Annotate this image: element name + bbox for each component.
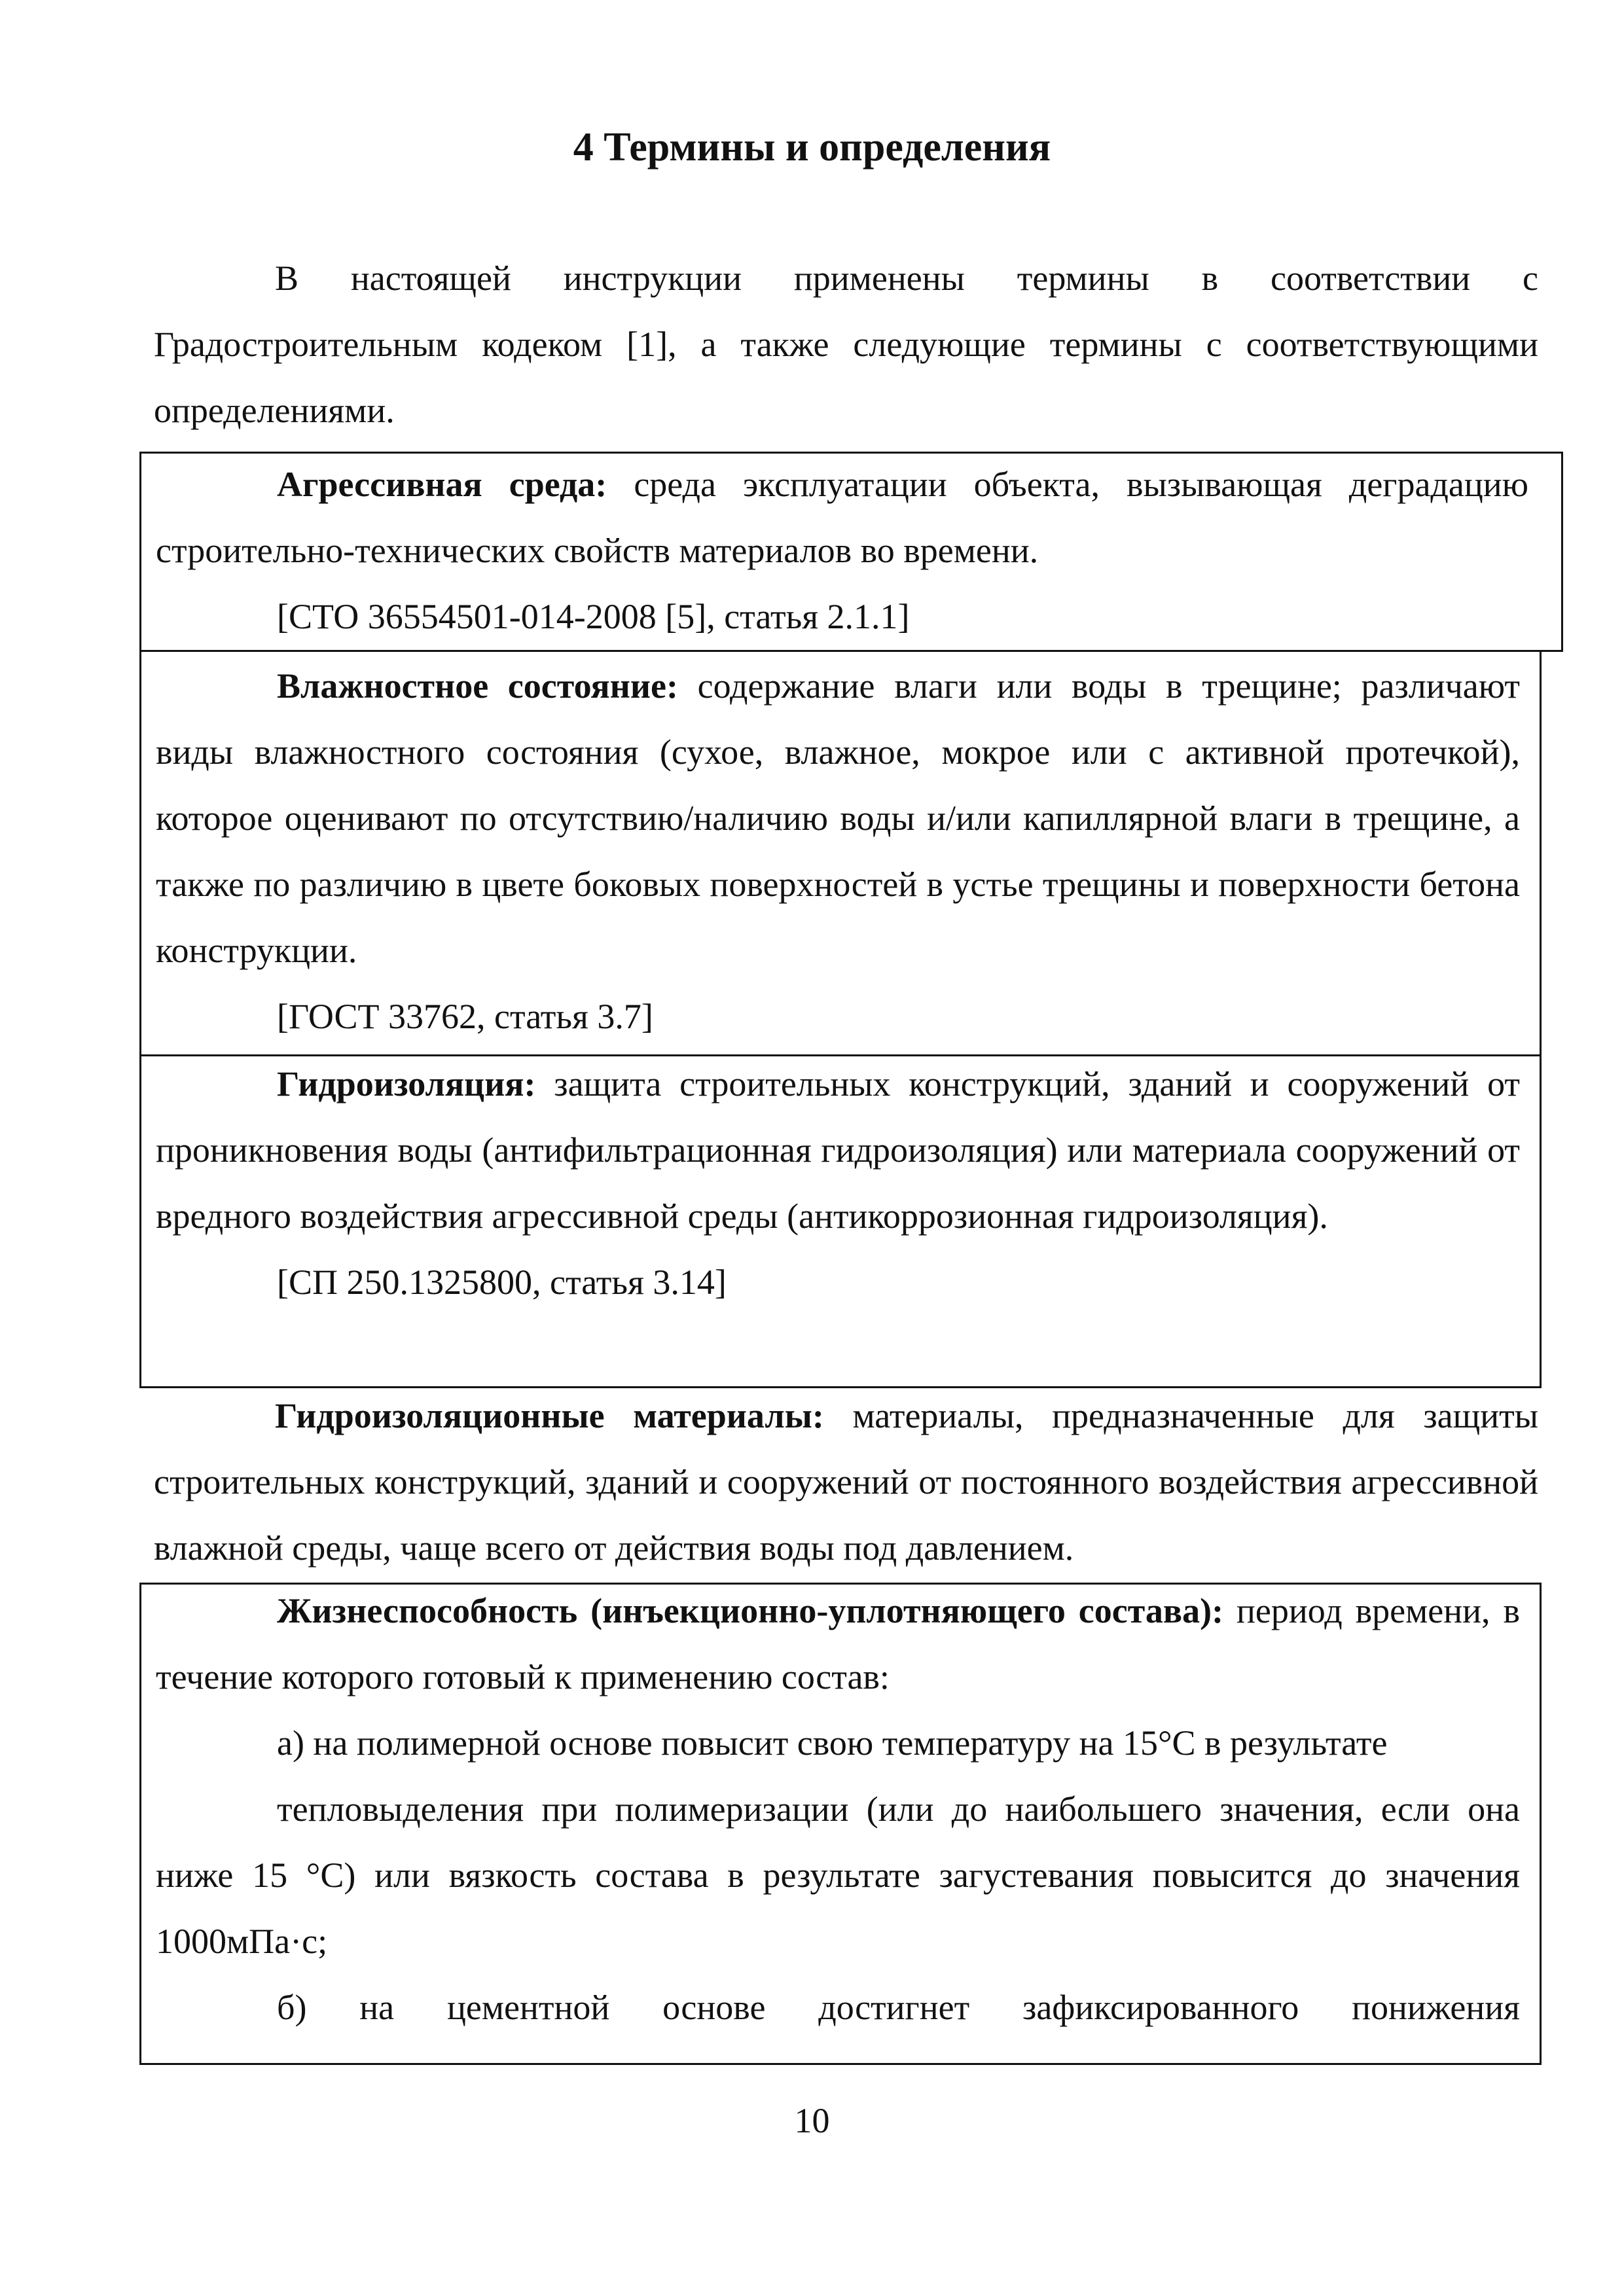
term-definition (156, 1051, 1520, 1249)
list-item-a-line1: а) на полимерной основе повысит свою температуру на 15°С в результате (277, 1723, 1388, 1763)
term-reference: [СП 250.1325800, статья 3.14] (277, 1263, 727, 1302)
term-name: Гидроизоляция: (277, 1064, 536, 1103)
term-text: содержание влаги или воды в трещине; различают виды влажностного состояния (сухое, влажное, мокрое или с активной протечкой), которое оценивают по отсутствию/наличию воды и/или капиллярной влаги в трещине, а также по различию в цвете боковых поверхностей в устье трещины и поверхности бетона конструкции. (156, 666, 1520, 970)
term-text: период времени, в течение которого готовый к применению состав: (156, 1591, 1520, 1696)
term-definition (156, 653, 1520, 984)
term-definition-waterproofing-materials (154, 1383, 1538, 1581)
intro-paragraph: В настоящей инструкции применены термины в соответствии с Градостроительным кодеком [1], а также следующие термины с соответствующими определениями. (154, 259, 1538, 430)
term-name: Влажностное состояние: (277, 666, 678, 706)
term-box-moisture-state (139, 652, 1542, 1056)
term-name: Гидроизоляционные материалы: (275, 1396, 824, 1435)
term-definition (156, 452, 1528, 584)
term-text: среда эксплуатации объекта, вызывающая деградацию строительно-технических свойств материалов во времени. (156, 465, 1528, 570)
term-name: Агрессивная среда: (277, 465, 607, 504)
term-text: материалы, предназначенные для защиты строительных конструкций, зданий и сооружений от постоянного воздействия агрессивной влажной среды, чаще всего от действия воды под давлением. (154, 1396, 1538, 1568)
term-box-aggressive-environment (139, 452, 1563, 652)
term-reference: [СТО 36554501-014-2008 [5], статья 2.1.1] (277, 597, 910, 636)
list-item-a-continuation: тепловыделения при полимеризации (или до наибольшего значения, если она ниже 15 °С) или вязкость состава в результате загустевания повысится до значения 1000мПа·с; (156, 1789, 1520, 1961)
term-text: защита строительных конструкций, зданий и сооружений от проникновения воды (антифильтрационная гидроизоляция) или материала сооружений от вредного воздействия агрессивной среды (антикоррозионная гидроизоляция). (156, 1064, 1520, 1236)
term-box-waterproofing (139, 1054, 1542, 1388)
page-number: 10 (794, 2101, 830, 2140)
term-name: Жизнеспособность (инъекционно-уплотняющего состава): (277, 1591, 1224, 1630)
term-box-pot-life (139, 1583, 1542, 2065)
term-definition (156, 1578, 1520, 1710)
page-title: 4 Термины и определения (573, 125, 1051, 170)
term-reference: [ГОСТ 33762, статья 3.7] (277, 997, 653, 1036)
list-item-b: б) на цементной основе достигнет зафиксированного понижения (277, 1988, 1520, 2027)
